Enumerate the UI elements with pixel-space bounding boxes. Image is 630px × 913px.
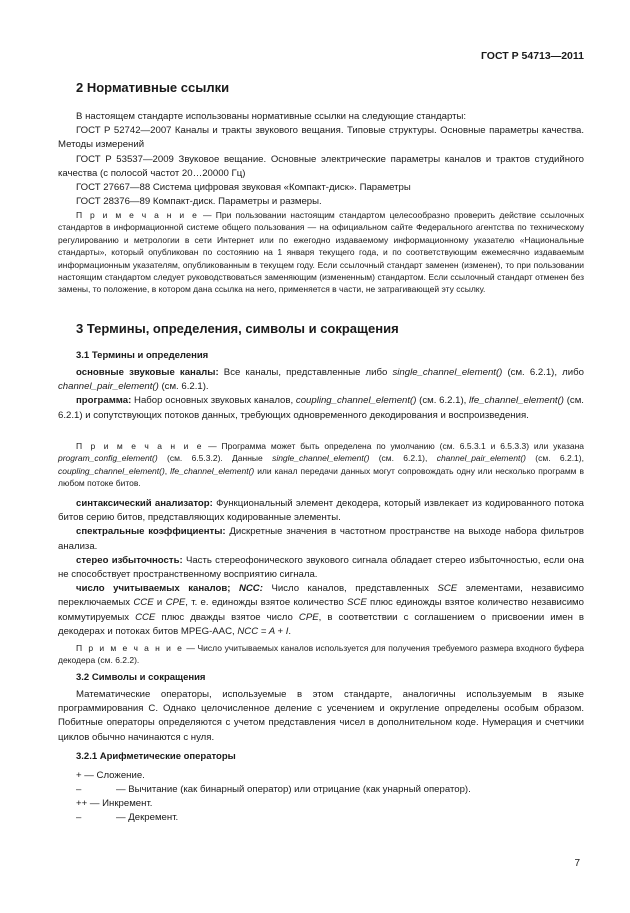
term-stereo-redundancy: стерео избыточность: Часть стереофонического звукового сигнала обладает стерео избыточностью, если она не способствует пространственному восприятию сигнала. xyxy=(58,554,584,581)
terms-block-1 xyxy=(58,366,584,423)
reference-item: ГОСТ 27667—88 Система цифровая звуковая «Компакт-диск». Параметры xyxy=(76,182,411,194)
term-main-channels: основные звуковые каналы: Все каналы, представленные либо single_channel_element() (см. 6.2.1), либо channel_pair_element() (см. 6.2.1). xyxy=(58,367,584,393)
term-ncc: число учитываемых каналов; NCC: Число каналов, представленных SCE элементами, независимо переключаемых CCE и CPE, т. е. единожды взятое количество SCE плюс единожды взятое количество независимо коммутируемых CCE плюс дважды взятое число CPE, в соответствии с соглашением о присвоении имен в декодерах и потоках битов MPEG-AAC, NCC = A + I. xyxy=(58,583,585,637)
reference-item: ГОСТ Р 52742—2007 Каналы и тракты звукового вещания. Типовые структуры. Основные параметры качества. Методы измерений xyxy=(58,125,584,151)
terms-note-2: П р и м е ч а н и е — Число учитываемых каналов используется для получения требуемого размера входного буфера декодера (см. 6.2.2). xyxy=(58,643,584,666)
section-3-2-heading: 3.2 Символы и сокращения xyxy=(76,672,206,683)
section-3-2-1-heading: 3.2.1 Арифметические операторы xyxy=(76,751,236,762)
operator-row: – — Вычитание (как бинарный оператор) или отрицание (как унарный оператор). xyxy=(76,784,471,795)
section-2-note xyxy=(58,209,584,296)
reference-item: ГОСТ 28376—89 Компакт-диск. Параметры и размеры. xyxy=(76,196,322,208)
section-2-intro: В настоящем стандарте использованы нормативные ссылки на следующие стандарты: xyxy=(76,111,467,122)
document-id: ГОСТ Р 54713—2011 xyxy=(480,50,584,62)
term-parser: синтаксический анализатор: Функциональный элемент декодера, который извлекает из кодированного потока битов серию битов, представляющих кодированные элементы. xyxy=(58,498,584,524)
section-3-1-heading: 3.1 Термины и определения xyxy=(76,350,209,361)
operator-row: ++ — Инкремент. xyxy=(76,798,153,809)
section-2-body xyxy=(58,110,584,209)
reference-item: ГОСТ Р 53537—2009 Звуковое вещание. Основные электрические параметры каналов и трактов студийного качества (с полосой частот 20…20000 Гц) xyxy=(58,153,584,179)
operator-row: + — Сложение. xyxy=(76,770,145,781)
operator-row: – — Декремент. xyxy=(76,812,179,823)
section-3-2-body: Математические операторы, используемые в этом стандарте, аналогичны используемым в языке программирования C. Однако целочисленное деление с усечением и округление определены особым образом. Побитные операторы определяются с учетом представления чисел в дополнительном коде. Нумерация и счетчики циклов обычно начинаются с нуля. xyxy=(58,689,584,743)
section-3-heading: 3 Термины, определения, символы и сокращения xyxy=(76,321,399,336)
terms-note-1: П р и м е ч а н и е — Программа может быть определена по умолчанию (см. 6.5.3.1 и 6.5.3.3) или указана program_config_element() (см. 6.5.3.2). Данные single_channel_element() (см. 6.2.1), channel_pair_element() (см. 6.2.1), coupling_channel_element(), lfe_channel_element() или канал передачи данных могут сопровождать одну или несколько программ в любом потоке битов. xyxy=(58,441,584,489)
section-2-heading: 2 Нормативные ссылки xyxy=(76,80,230,95)
terms-block-2 xyxy=(58,497,584,639)
note-text: — При пользовании настоящим стандартом целесообразно проверить действие ссылочных стандартов в информационной системе общего пользования — на официальном сайте Федерального агентства по техническому регулированию и метрологии в сети Интернет или по ежегодно издаваемому информационному указателю «Национальные стандарты», который опубликован по состоянию на 1 января текущего года, и по соответствующим ежемесячно издаваемым информационным указателям, опубликованным в текущем году. Если ссылочный стандарт заменен (изменен), то при пользовании настоящим стандартом следует руководствоваться заменяющим (измененным) стандартом. Если ссылочный стандарт отменен без замены, то положение, в котором дана ссылка на него, применяется в части, не затрагивающей эту ссылку. xyxy=(58,210,584,295)
note-label: П р и м е ч а н и е xyxy=(76,210,199,220)
page-number: 7 xyxy=(574,858,580,869)
term-spectral-coefficients: спектральные коэффициенты: Дискретные значения в частотном пространстве на выходе набора фильтров анализа. xyxy=(58,526,584,552)
term-program: программа: Набор основных звуковых каналов, coupling_channel_element() (см. 6.2.1), lfe_channel_element() (см. 6.2.1) и сопутствующих потоков данных, требующих одновременного декодирования и воспроизведения. xyxy=(58,395,584,421)
